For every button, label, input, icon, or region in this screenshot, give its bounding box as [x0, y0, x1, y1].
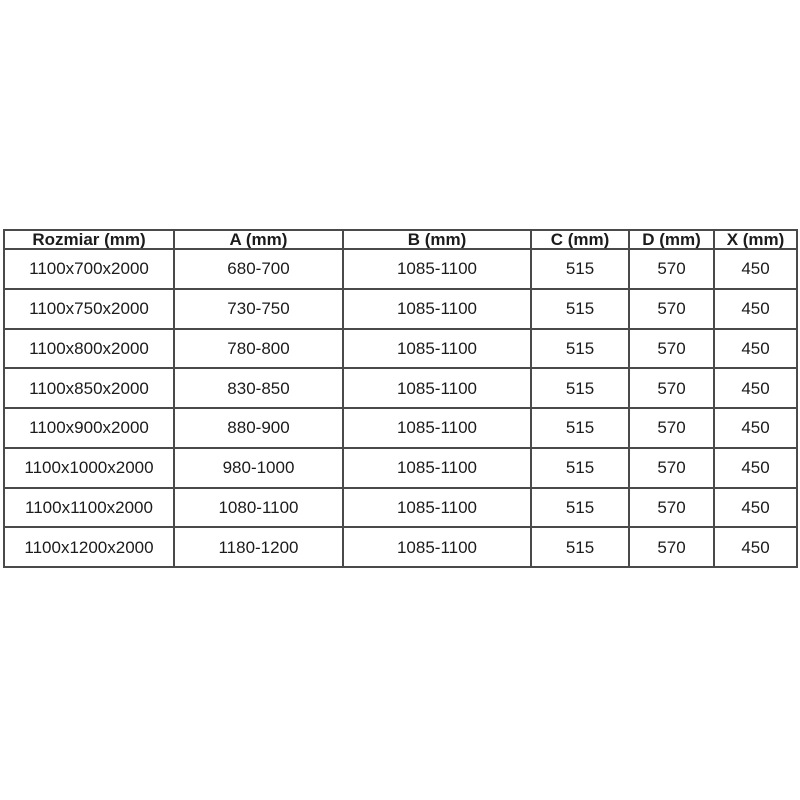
table-cell: 1085-1100 — [343, 488, 531, 528]
table-cell: 880-900 — [174, 408, 343, 448]
table-row — [4, 329, 797, 369]
table-cell: 570 — [629, 329, 714, 369]
table-cell: 1085-1100 — [343, 408, 531, 448]
table-cell: 450 — [714, 488, 797, 528]
table-cell: 515 — [531, 488, 629, 528]
table-cell: 515 — [531, 527, 629, 567]
table-cell: 570 — [629, 249, 714, 289]
table-cell: 1100x1000x2000 — [4, 448, 174, 488]
table-cell: 980-1000 — [174, 448, 343, 488]
table-cell: 1100x1200x2000 — [4, 527, 174, 567]
table-cell: 1080-1100 — [174, 488, 343, 528]
col-header-x: X (mm) — [714, 230, 797, 249]
table-cell: 1100x700x2000 — [4, 249, 174, 289]
table-cell: 450 — [714, 368, 797, 408]
table-cell: 680-700 — [174, 249, 343, 289]
table-cell: 1180-1200 — [174, 527, 343, 567]
table-cell: 515 — [531, 408, 629, 448]
table-cell: 515 — [531, 289, 629, 329]
col-header-b: B (mm) — [343, 230, 531, 249]
table-cell: 570 — [629, 488, 714, 528]
table-cell: 1100x1100x2000 — [4, 488, 174, 528]
table-row — [4, 368, 797, 408]
table-row — [4, 527, 797, 567]
table-cell: 730-750 — [174, 289, 343, 329]
table-row — [4, 448, 797, 488]
col-header-c: C (mm) — [531, 230, 629, 249]
table-cell: 1085-1100 — [343, 527, 531, 567]
table-cell: 570 — [629, 289, 714, 329]
table-cell: 570 — [629, 368, 714, 408]
table-row — [4, 408, 797, 448]
table-cell: 515 — [531, 249, 629, 289]
table-cell: 1085-1100 — [343, 249, 531, 289]
table-cell: 450 — [714, 408, 797, 448]
table-cell: 450 — [714, 329, 797, 369]
table-cell: 1100x800x2000 — [4, 329, 174, 369]
table-cell: 1100x900x2000 — [4, 408, 174, 448]
table-cell: 570 — [629, 448, 714, 488]
col-header-rozmiar: Rozmiar (mm) — [4, 230, 174, 249]
table-cell: 570 — [629, 408, 714, 448]
table-cell: 1085-1100 — [343, 368, 531, 408]
table-row — [4, 289, 797, 329]
table-cell: 1085-1100 — [343, 289, 531, 329]
table-row — [4, 488, 797, 528]
table-cell: 450 — [714, 527, 797, 567]
table-cell: 570 — [629, 527, 714, 567]
table-cell: 450 — [714, 289, 797, 329]
table-row — [4, 249, 797, 289]
col-header-a: A (mm) — [174, 230, 343, 249]
table-cell: 1085-1100 — [343, 448, 531, 488]
table-cell: 780-800 — [174, 329, 343, 369]
col-header-d: D (mm) — [629, 230, 714, 249]
table-cell: 1100x750x2000 — [4, 289, 174, 329]
table-cell: 450 — [714, 448, 797, 488]
dimensions-table — [3, 229, 798, 568]
header-row — [4, 230, 797, 249]
table-cell: 515 — [531, 448, 629, 488]
table-cell: 515 — [531, 329, 629, 369]
table-cell: 515 — [531, 368, 629, 408]
table-cell: 830-850 — [174, 368, 343, 408]
table-cell: 1085-1100 — [343, 329, 531, 369]
table-body — [4, 249, 797, 567]
table-cell: 1100x850x2000 — [4, 368, 174, 408]
table-cell: 450 — [714, 249, 797, 289]
